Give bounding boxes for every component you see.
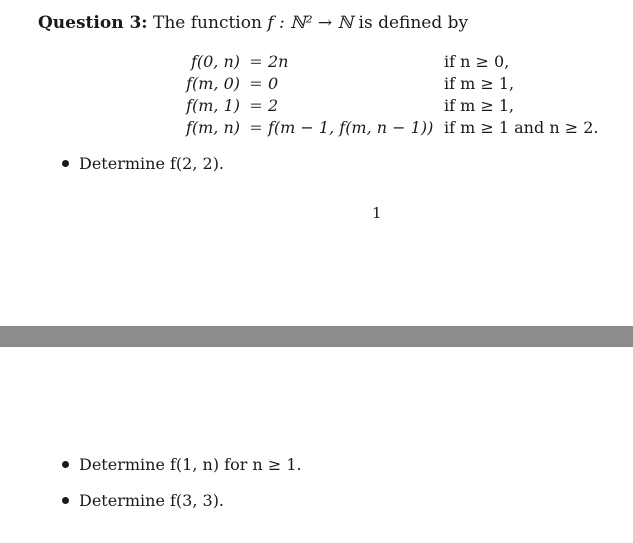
case-equals: = [249, 118, 263, 137]
bullet-icon [62, 497, 69, 504]
case-equals: = [249, 96, 263, 115]
task-item [62, 491, 224, 510]
case-rhs: 0 [268, 74, 279, 93]
case-rhs: 2 [268, 96, 279, 115]
task-text: Determine f(2, 2). [79, 154, 225, 173]
task-item [62, 455, 302, 474]
case-equals: = [249, 74, 263, 93]
case-condition: if m ≥ 1, [444, 74, 515, 93]
case-lhs: f(m, 0) [186, 74, 240, 93]
case-lhs: f(m, 1) [186, 96, 240, 115]
question-intro: The function [153, 13, 262, 33]
task-item [62, 154, 224, 173]
case-condition: if m ≥ 1, [444, 96, 515, 115]
question-suffix: is defined by [358, 13, 469, 33]
bullet-icon [62, 461, 69, 468]
page-2 [0, 347, 633, 543]
task-text: Determine f(3, 3). [79, 491, 225, 510]
question-label: Question 3: [38, 13, 148, 33]
case-rhs: 2n [268, 52, 289, 71]
page-number: 1 [372, 204, 382, 222]
case-equals: = [249, 52, 263, 71]
case-lhs: f(m, n) [185, 118, 240, 137]
case-condition: if m ≥ 1 and n ≥ 2. [444, 118, 599, 137]
case-rhs: f(m − 1, f(m, n − 1)) [268, 118, 434, 137]
bullet-icon [62, 160, 69, 167]
question-heading [38, 12, 468, 34]
case-lhs: f(0, n) [190, 52, 240, 71]
page-separator [0, 326, 633, 347]
task-text: Determine f(1, n) for n ≥ 1. [79, 455, 302, 474]
case-condition: if n ≥ 0, [444, 52, 510, 71]
function-signature: f : ℕ² → ℕ [267, 13, 354, 33]
